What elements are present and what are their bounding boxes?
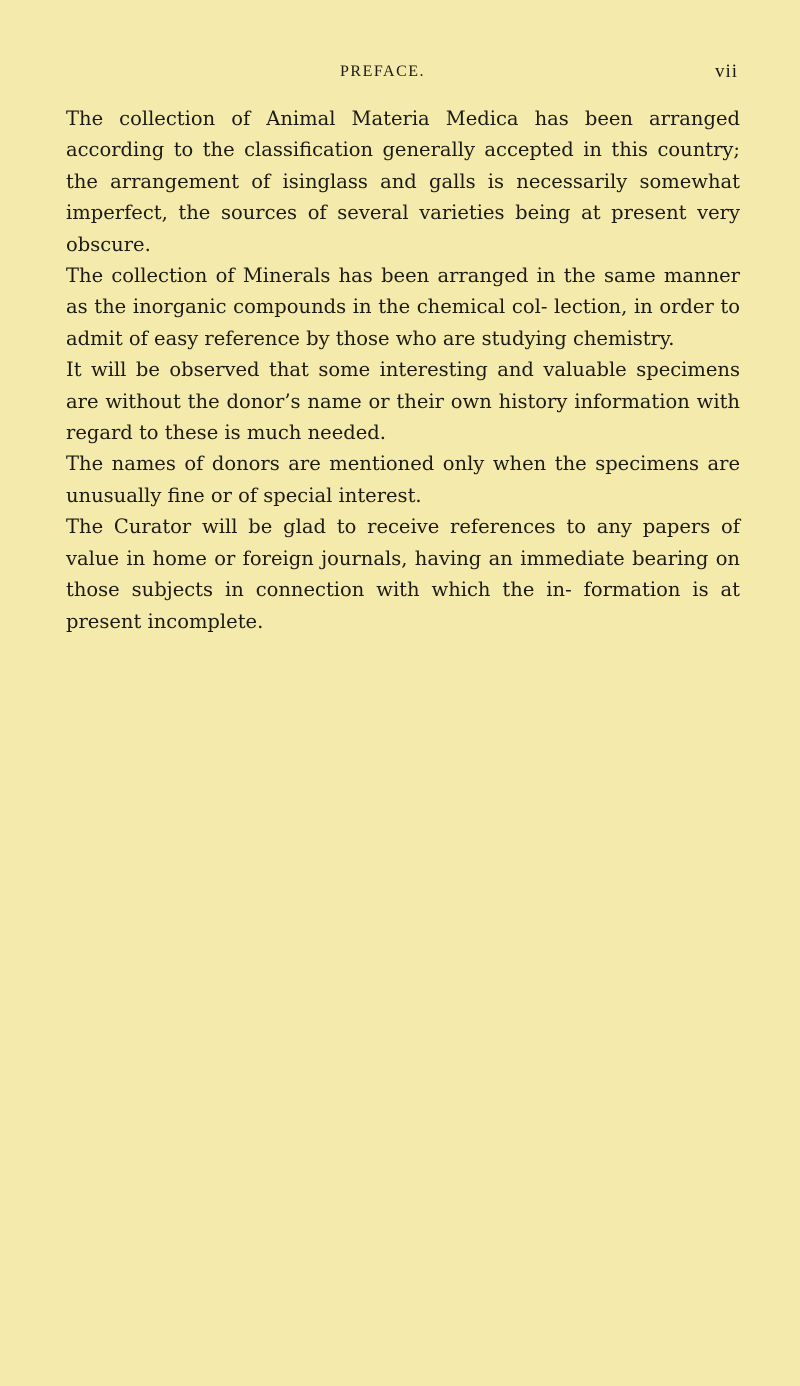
page-number: vii — [714, 61, 738, 82]
paragraph-donor-history: It will be observed that some interesting and valuable specimens are without the donor’s name or their own history information with regard to these is much needed. — [66, 358, 740, 445]
paragraph-donor-names: The names of donors are mentioned only when the specimens are unusually fine or of special interest. — [66, 452, 740, 507]
paragraph-animal-materia-medica: The collection of Animal Materia Medica has been arranged according to the classification generally accepted in this country; the arrangement of isinglass and galls is necessarily somewhat imperfect, the sources of several varieties being at present very obscure. — [66, 107, 740, 256]
paragraph-curator-references: The Curator will be glad to receive references to any papers of value in home or foreign journals, having an immediate bearing on those subjects in connection with which the in- formation is at present incomplete. — [66, 515, 740, 633]
paragraph-minerals: The collection of Minerals has been arranged in the same manner as the inorganic compounds in the chemical col- lection, in order to admit of easy reference by those who are studying chemistry. — [66, 264, 740, 350]
running-title: PREFACE. — [340, 63, 426, 80]
preface-body — [66, 103, 740, 637]
running-head — [0, 60, 800, 84]
